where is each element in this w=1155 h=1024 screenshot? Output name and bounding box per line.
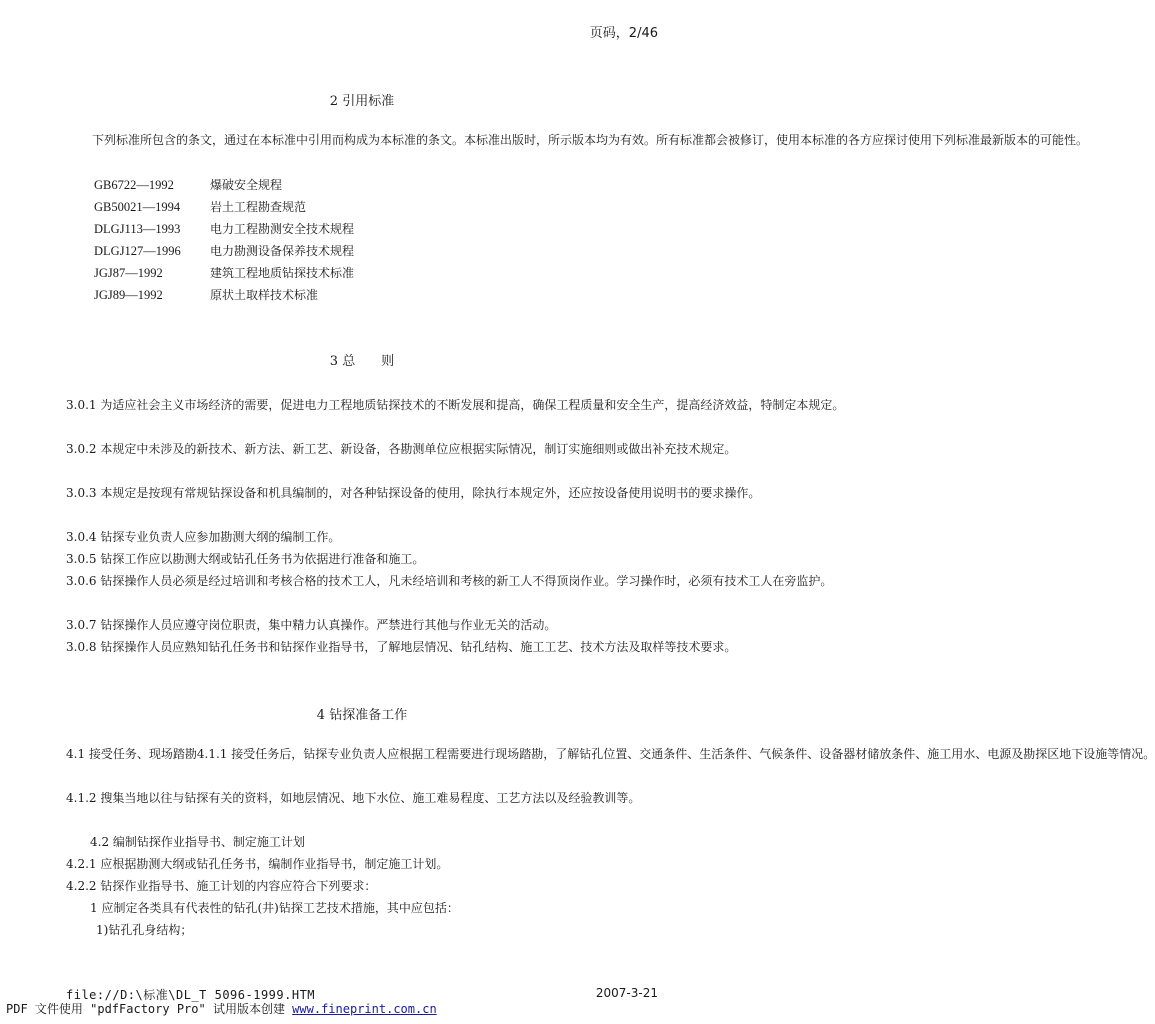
clause-3-0-6: 3.0.6 钻探操作人员必须是经过培训和考核合格的技术工人，凡未经培训和考核的新工人不得顶岗作业。学习操作时，必须有技术工人在旁监护。 (66, 574, 833, 588)
clause-4-2-1: 4.2.1 应根据勘测大纲或钻孔任务书，编制作业指导书，制定施工计划。 (66, 857, 449, 871)
clause-3-0-2: 3.0.2 本规定中未涉及的新技术、新方法、新工艺、新设备，各勘测单位应根据实际情况，制订实施细则或做出补充技术规定。 (66, 442, 737, 456)
reference-row (94, 196, 306, 218)
section-2-intro: 下列标准所包含的条文，通过在本标准中引用而构成为本标准的条文。本标准出版时，所示版本均为有效。所有标准都会被修订，使用本标准的各方应探讨使用下列标准最新版本的可能性。 (92, 133, 1089, 147)
clause-4-1: 4.1 接受任务、现场踏勘4.1.1 接受任务后，钻探专业负责人应根据工程需要进行现场踏勘，了解钻孔位置、交通条件、生活条件、气候条件、设备器材储放条件、施工用水、电源及勘探区地下设施等情况。 (66, 747, 1155, 761)
reference-code: JGJ87—1992 (94, 266, 163, 280)
pdf-creator-notice (6, 1000, 437, 1017)
clause-3-0-8: 3.0.8 钻探操作人员应熟知钻孔任务书和钻探作业指导书，了解地层情况、钻孔结构、施工工艺、技术方法及取样等技术要求。 (66, 640, 737, 654)
reference-code: GB6722—1992 (94, 178, 174, 192)
reference-title: 爆破安全规程 (210, 178, 283, 192)
print-date: 2007-3-21 (595, 986, 658, 1000)
clause-4-2-2: 4.2.2 钻探作业指导书、施工计划的内容应符合下列要求： (66, 879, 377, 893)
section-2-heading: 2 引用标准 (329, 94, 395, 109)
reference-code: JGJ89—1992 (94, 288, 163, 302)
reference-title: 岩土工程勘查规范 (210, 200, 307, 214)
reference-code: GB50021—1994 (94, 200, 181, 214)
reference-title: 原状土取样技术标准 (210, 288, 319, 302)
file-path: file://D:\标准\DL_T 5096-1999.HTM (66, 988, 316, 1002)
clause-3-0-5: 3.0.5 钻探工作应以勘测大纲或钻孔任务书为依据进行准备和施工。 (66, 552, 425, 566)
reference-row (94, 174, 282, 196)
clause-3-0-1: 3.0.1 为适应社会主义市场经济的需要，促进电力工程地质钻探技术的不断发展和提高，确保工程质量和安全生产，提高经济效益，特制定本规定。 (66, 398, 845, 412)
section-3-heading: 3 总 则 (329, 354, 395, 369)
reference-row (94, 218, 354, 240)
clause-3-0-7: 3.0.7 钻探操作人员应遵守岗位职责，集中精力认真操作。严禁进行其他与作业无关的活动。 (66, 618, 557, 632)
reference-row (94, 284, 318, 306)
reference-code: DLGJ127—1996 (94, 244, 181, 258)
page-number: 页码，2/46 (589, 26, 658, 41)
reference-code: DLGJ113—1993 (94, 222, 181, 236)
clause-3-0-3: 3.0.3 本规定是按现有常规钻探设备和机具编制的，对各种钻探设备的使用，除执行本规定外，还应按设备使用说明书的要求操作。 (66, 486, 761, 500)
fineprint-link[interactable]: www.fineprint.com.cn (292, 1002, 437, 1016)
section-4-heading: 4 钻探准备工作 (316, 708, 408, 723)
pdf-notice-text: PDF 文件使用 "pdfFactory Pro" 试用版本创建 (6, 1002, 293, 1016)
clause-4-1-2: 4.1.2 搜集当地以往与钻探有关的资料，如地层情况、地下水位、施工难易程度、工艺方法以及经验教训等。 (66, 791, 641, 805)
clause-4-2: 4.2 编制钻探作业指导书、制定施工计划 (90, 835, 305, 849)
reference-title: 建筑工程地质钻探技术标准 (210, 266, 355, 280)
reference-row (94, 262, 354, 284)
reference-title: 电力工程勘测安全技术规程 (210, 222, 355, 236)
reference-title: 电力勘测设备保养技术规程 (210, 244, 355, 258)
list-item-1: 1 应制定各类具有代表性的钻孔(井)钻探工艺技术措施，其中应包括： (90, 901, 459, 915)
list-subitem-1: 1)钻孔孔身结构； (96, 923, 193, 937)
reference-row (94, 240, 354, 262)
clause-3-0-4: 3.0.4 钻探专业负责人应参加勘测大纲的编制工作。 (66, 530, 341, 544)
